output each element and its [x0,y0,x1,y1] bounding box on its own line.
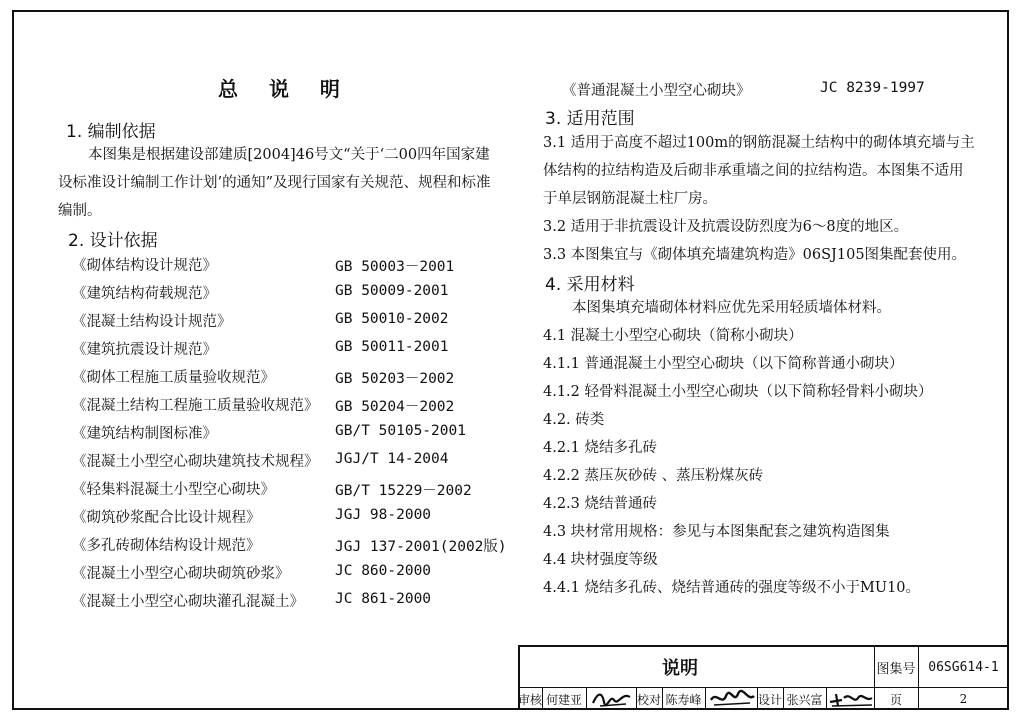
design-name: 张兴富 [786,692,823,707]
ref-name: 《建筑抗震设计规范》 [72,342,217,358]
ref-name: 《混凝土小型空心砌块灌孔混凝土》 [72,594,304,610]
ref-code: JGJ 137-2001(2002版) [335,539,507,555]
ref-code: JGJ 98-2000 [335,507,432,523]
ref-name: 《混凝土小型空心砌块建筑技术规程》 [72,454,319,470]
ref-name: 《砌筑砂浆配合比设计规程》 [72,510,261,526]
s3-line-3: 于单层钢筋混凝土柱厂房。 [543,191,717,207]
ref-code: GB 50203－2002 [335,371,455,387]
s4-line-6: 4.2.1 烧结多孔砖 [543,440,658,456]
section-3-heading: 3. 适用范围 [545,109,635,129]
s4-line-3: 4.1.1 普通混凝土小型空心砌块（以下简称普通小砌块） [543,356,904,372]
ref-name: 《轻集料混凝土小型空心砌块》 [72,482,275,498]
ref-code: GB/T 50105-2001 [335,423,466,439]
page-title: 总 说 明 [218,77,352,101]
ref-name: 《砌体工程施工质量验收规范》 [72,370,275,386]
review-name: 何建亚 [545,692,582,707]
ref-code: JC 860-2000 [335,563,432,579]
check-signature [708,688,756,709]
s4-line-7: 4.2.2 蒸压灰砂砖 、蒸压粉煤灰砖 [543,468,764,484]
s4-line-5: 4.2. 砖类 [543,412,605,428]
s1-line-3: 编制。 [58,203,102,219]
check-label: 校对 [636,692,661,707]
section-2-heading: 2. 设计依据 [68,231,158,251]
s4-line-8: 4.2.3 烧结普通砖 [543,496,658,512]
ref-code: GB 50003－2001 [335,259,455,275]
atlas-number: 06SG614-1 [928,659,999,675]
drawing-title: 说明 [662,658,698,679]
s3-line-5: 3.3 本图集宜与《砌体填充墙建筑构造》06SJ105图集配套使用。 [543,247,967,263]
title-block-vline-7 [705,687,706,710]
s4-line-11: 4.4.1 烧结多孔砖、烧结普通砖的强度等级不小于MU10。 [543,580,921,596]
right-ref-name: 《普通混凝土小型空心砌块》 [562,83,751,99]
ref-code: GB/T 15229－2002 [335,483,472,499]
title-block-vline-4 [586,687,587,710]
s3-line-2: 体结构的拉结构造及后砌非承重墙之间的拉结构造。本图集不适用 [543,163,964,179]
design-signature [828,688,874,709]
ref-name: 《混凝土结构设计规范》 [72,314,232,330]
ref-name: 《多孔砖砌体结构设计规范》 [72,538,261,554]
ref-name: 《混凝土结构工程施工质量验收规范》 [72,398,319,414]
s3-line-1: 3.1 适用于高度不超过100m的钢筋混凝土结构中的砌体填充墙与主 [543,135,975,151]
ref-name: 《混凝土小型空心砌块砌筑砂浆》 [72,566,290,582]
ref-code: GB 50011-2001 [335,339,449,355]
s4-line-4: 4.1.2 轻骨料混凝土小型空心砌块（以下简称轻骨料小砌块） [543,384,933,400]
ref-code: JC 861-2000 [335,591,432,607]
s3-line-4: 3.2 适用于非抗震设计及抗震设防烈度为6～8度的地区。 [543,219,909,235]
s4-line-10: 4.4 块材强度等级 [543,552,658,568]
s1-line-2: 设标准设计编制工作计划’的通知”及现行国家有关规范、规程和标准 [58,175,491,191]
s4-line-2: 4.1 混凝土小型空心砌块（简称小砌块） [543,328,803,344]
ref-name: 《建筑结构荷载规范》 [72,286,217,302]
review-label: 审核 [518,692,543,707]
ref-name: 《砌体结构设计规范》 [72,258,217,274]
page-label: 页 [889,692,902,707]
section-4-heading: 4. 采用材料 [545,275,635,295]
design-label: 设计 [757,692,782,707]
s4-line-9: 4.3 块材常用规格：参见与本图集配套之建筑构造图集 [543,524,890,540]
title-block-vline-10 [826,687,827,710]
review-signature [590,688,634,709]
ref-code: GB 50204－2002 [335,399,455,415]
ref-code: GB 50009-2001 [335,283,449,299]
page-number: 2 [959,692,968,706]
right-ref-code: JC 8239-1997 [820,80,925,96]
check-name: 陈寿峰 [665,692,702,707]
s4-line-1: 本图集填充墙砌体材料应优先采用轻质墙体材料。 [572,300,891,316]
s1-line-1: 本图集是根据建设部建质[2004]46号文“关于‘二00四年国家建 [88,147,490,163]
section-1-heading: 1. 编制依据 [66,122,156,142]
ref-name: 《建筑结构制图标准》 [72,426,217,442]
atlas-label: 图集号 [876,661,916,677]
ref-code: JGJ/T 14-2004 [335,451,449,467]
ref-code: GB 50010-2002 [335,311,449,327]
